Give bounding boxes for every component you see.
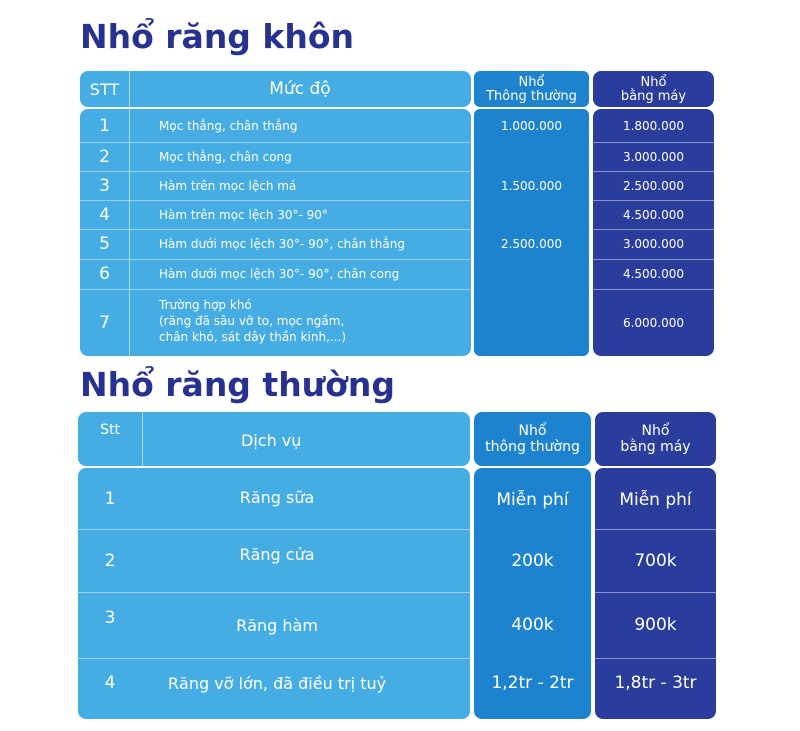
regular-header-normal-line2: thông thường xyxy=(485,439,580,455)
wisdom-row-3-stt: 3 xyxy=(99,175,110,196)
wisdom-row-7-machine: 6.000.000 xyxy=(622,315,685,330)
wisdom-header-normal xyxy=(474,71,589,107)
regular-row-2-service: Răng cửa xyxy=(239,544,315,564)
regular-row-1-service: Răng sữa xyxy=(239,487,315,507)
wisdom-row-2-stt: 2 xyxy=(99,146,110,167)
wisdom-row-1-normal: 1.000.000 xyxy=(500,118,563,133)
wisdom-row-5-machine: 3.000.000 xyxy=(622,237,685,251)
regular-row-4-stt: 4 xyxy=(104,673,116,693)
regular-body-main xyxy=(78,468,470,719)
wisdom-row-4-stt: 4 xyxy=(99,204,110,225)
wisdom-header-machine-line1: Nhổ xyxy=(640,74,667,90)
wisdom-header-normal-line1: Nhổ xyxy=(518,74,545,90)
regular-row-3-normal: 400k xyxy=(511,615,554,635)
wisdom-row-3-machine: 2.500.000 xyxy=(622,178,685,193)
wisdom-body-divider xyxy=(129,109,130,356)
wisdom-header-level: Mức độ xyxy=(269,78,331,99)
regular-row-1-machine: Miễn phí xyxy=(619,490,692,510)
wisdom-row-5-normal: 2.500.000 xyxy=(500,237,563,251)
wisdom-header-machine xyxy=(593,71,714,107)
wisdom-row-4-machine: 4.500.000 xyxy=(622,207,685,222)
regular-row-2-normal: 200k xyxy=(511,551,554,571)
wisdom-row-1-stt: 1 xyxy=(99,115,110,136)
wisdom-header-stt-level xyxy=(80,71,471,107)
regular-header-machine xyxy=(595,412,716,466)
wisdom-row-6-desc: Hàm dưới mọc lệch 30°- 90°, chân cong xyxy=(159,267,400,281)
regular-header-machine-line1: Nhổ xyxy=(641,423,670,439)
regular-row-4-service: Răng vỡ lớn, đã điều trị tuỷ xyxy=(167,673,387,693)
wisdom-row-6-machine: 4.500.000 xyxy=(622,267,685,281)
regular-row-2-machine: 700k xyxy=(634,551,677,571)
wisdom-row-7-desc-line2: (răng đã sâu vỡ to, mọc ngầm, xyxy=(159,314,345,328)
wisdom-row-7-desc-line3: chân khó, sát dây thần kinh,...) xyxy=(159,330,347,344)
wisdom-body-main xyxy=(80,109,471,356)
wisdom-row-3-desc: Hàm trên mọc lệch má xyxy=(159,178,297,193)
regular-row-4-machine: 1,8tr - 3tr xyxy=(614,673,697,693)
wisdom-row-6-stt: 6 xyxy=(99,264,110,284)
wisdom-header-stt: STT xyxy=(89,79,120,99)
wisdom-header-machine-line2: bằng máy xyxy=(620,88,687,104)
regular-header-service: Dịch vụ xyxy=(241,430,302,450)
regular-header-stt-service xyxy=(78,412,470,466)
section1-title: Nhổ răng khôn xyxy=(80,17,355,56)
regular-header-machine-line2: bằng máy xyxy=(620,439,691,455)
section2-title: Nhổ răng thường xyxy=(80,365,395,404)
regular-row-2-stt: 2 xyxy=(104,550,116,571)
regular-row-3-service: Răng hàm xyxy=(236,615,318,635)
wisdom-row-7-desc-line1: Trường hợp khó xyxy=(159,298,252,312)
regular-body-normal xyxy=(474,468,591,719)
regular-header-normal xyxy=(474,412,591,466)
wisdom-row-4-desc: Hàm trên mọc lệch 30°- 90° xyxy=(159,207,328,222)
regular-body-machine xyxy=(595,468,716,719)
regular-row-3-stt: 3 xyxy=(104,608,116,628)
wisdom-row-3-normal: 1.500.000 xyxy=(500,178,563,193)
regular-row-4-normal: 1,2tr - 2tr xyxy=(491,673,574,693)
regular-row-3-machine: 900k xyxy=(634,615,677,635)
wisdom-row-1-desc: Mọc thẳng, chân thẳng xyxy=(159,118,298,133)
regular-row-1-normal: Miễn phí xyxy=(496,490,569,510)
wisdom-header-normal-line2: Thông thường xyxy=(486,88,577,104)
wisdom-row-1-machine: 1.800.000 xyxy=(622,118,685,133)
wisdom-row-7-desc xyxy=(159,297,459,345)
regular-row-1-stt: 1 xyxy=(104,488,116,509)
regular-header-stt: Stt xyxy=(100,421,120,438)
wisdom-row-5-desc: Hàm dưới mọc lệch 30°- 90°, chân thẳng xyxy=(159,237,405,251)
wisdom-row-5-stt: 5 xyxy=(99,234,110,254)
wisdom-body-normal xyxy=(474,109,589,356)
regular-header-divider xyxy=(142,412,143,466)
wisdom-body-machine xyxy=(593,109,714,356)
wisdom-row-2-machine: 3.000.000 xyxy=(622,149,685,164)
wisdom-row-2-desc: Mọc thẳng, chân cong xyxy=(159,149,292,164)
wisdom-row-7-stt: 7 xyxy=(99,312,110,333)
row-separator xyxy=(80,289,471,290)
regular-header-normal-line1: Nhổ xyxy=(518,423,547,439)
